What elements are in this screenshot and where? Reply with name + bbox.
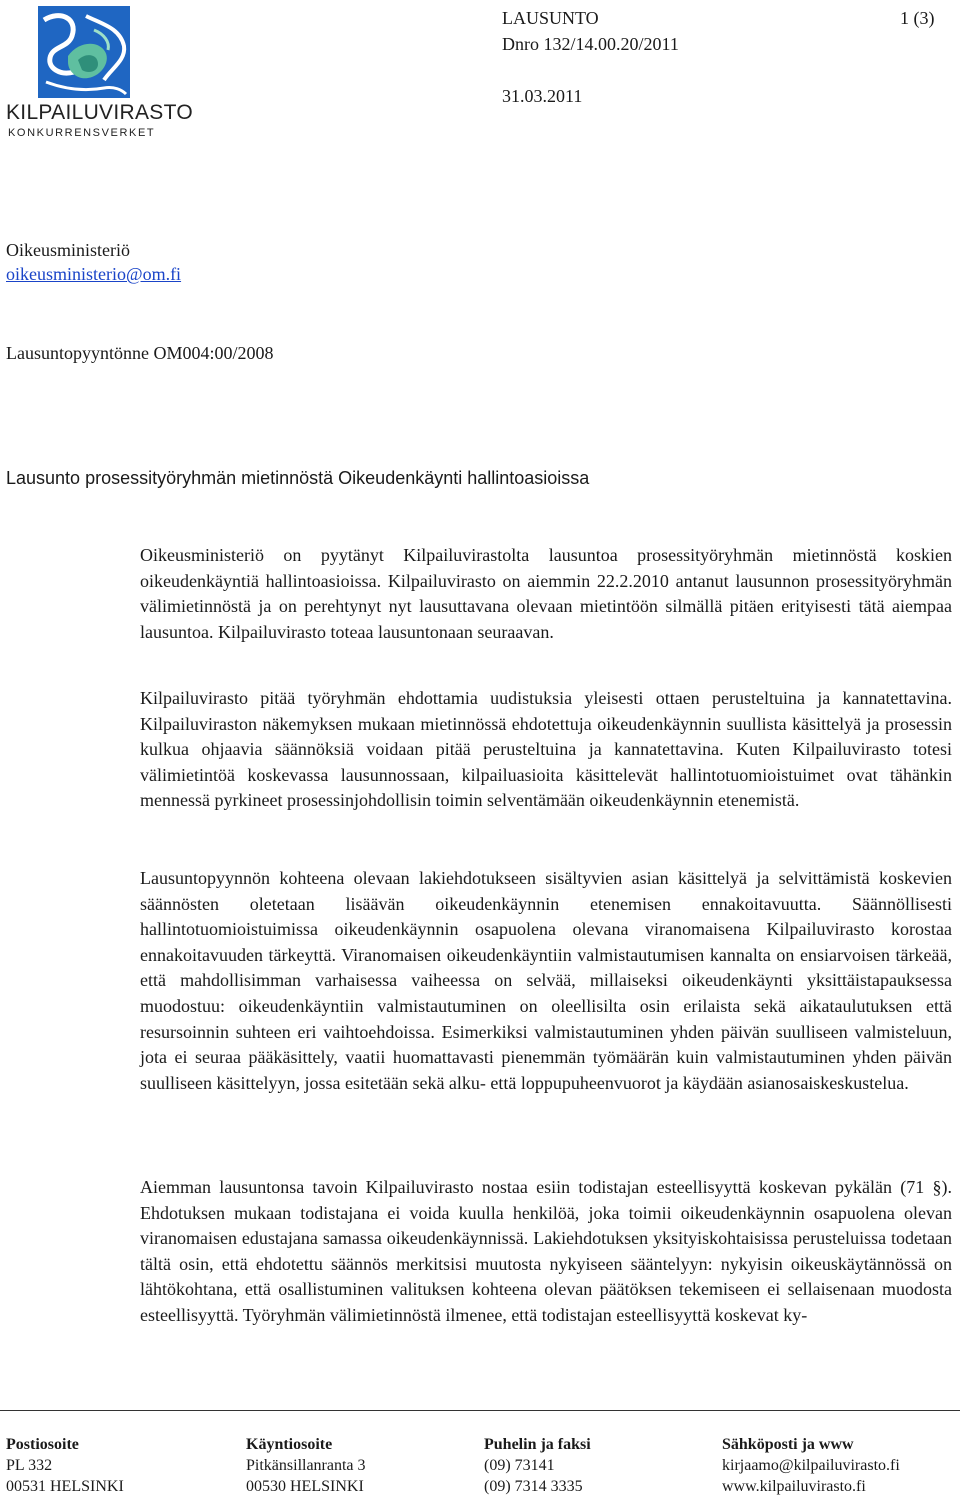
subject-heading: Lausunto prosessityöryhmän mietinnöstä Oikeudenkäynti hallintoasioissa xyxy=(6,468,590,488)
page-number: 1 (3) xyxy=(900,8,935,28)
footer-phone-fax xyxy=(484,1434,591,1497)
footer-divider xyxy=(0,1410,960,1411)
body-paragraph: Aiemman lausuntonsa tavoin Kilpailuvirasto nostaa esiin todistajan esteellisyyttä koskevan pykälän (71 §). Ehdotuksen mukaan todistajana ei voida kuulla henkilöä, joka toimii oikeudenkäynnin osapuolena olevan viranomaisen edustajana samassa oikeudenkäynnissä. Lakiehdotuksen yksityiskohtaisissa perusteluissa todetaan tältä osin, että ehdotettu säännös merkitsisi muutosta nykyiseen sääntelyyn: nykyisin oikeuskäytännössä on lähtökohtana, että osallistuminen valituksen kohteena olevan päätöksen tekemiseen ei sellaisenaan muodosta esteellisyyttä. Työryhmän välimietinnöstä ilmenee, että todistajan esteellisyyttä koskevat ky- xyxy=(140,1177,952,1325)
body-paragraph: Kilpailuvirasto pitää työryhmän ehdottamia uudistuksia yleisesti ottaen perusteltuina ja kannatettavina. Kilpailuviraston näkemyksen mukaan mietinnössä ehdotettuja oikeudenkäynnin suullista käsittelyä ja prosessin kulkua ohjaavia säännöksiä voidaan pitää perusteltuina ja kannatettavina. Kuten Kilpailuvirasto totesi välimietintöä koskevassa lausunnossaan, kilpailuasioita käsittelevät hallintotuomioistuimet ovat tähänkin mennessä pyrkineet prosessinjohdollisin toimin selventämään oikeudenkäynnin etenemistä. xyxy=(140,688,952,811)
recipient-email-link[interactable]: oikeusministerio@om.fi xyxy=(6,264,182,284)
kilpailuvirasto-logo-icon xyxy=(38,6,130,98)
footer-heading: Puhelin ja faksi xyxy=(484,1436,591,1453)
request-reference: Lausuntopyyntönne OM004:00/2008 xyxy=(6,343,274,363)
body-paragraph: Lausuntopyynnön kohteena olevaan lakiehdotukseen sisältyvien asian käsittelyä ja selvittämistä koskevien säännösten oletetaan lisäävän oikeudenkäynnin etenemisen ennakoitavuutta. Säännöllisesti hallintotuomioistuimissa oikeudenkäynnin osapuolena olevana viranomaisena Kilpailuvirasto korostaa ennakoitavuuden tärkeyttä. Viranomaisen oikeudenkäyntiin valmistautumisen kannalta on ensiarvoisen tärkeää, että mahdollisimman varhaisessa vaiheessa on selvää, millaiseksi oikeudenkäynti yksittäistapauksessa muodostuu: oikeudenkäyntiin valmistautuminen on oleellisilta osin erilaista sekä aikataulutuksen että resursoinnin suhteen eri vaihtoehdoissa. Esimerkiksi valmistautuminen yhden päivän suulliseen valmisteluun, jota ei seuraa pääkäsittely, vaatii huomattavasti pienemmän työmäärän kuin valmistautuminen yhden päivän suulliseen käsittelyyn, jossa esitetään sekä alku- että loppupuheenvuorot ja käydään asianosaiskeskustelua. xyxy=(140,868,952,1093)
logo-name: KILPAILUVIRASTO xyxy=(6,101,193,124)
logo-subname: KONKURRENSVERKET xyxy=(8,127,156,139)
footer-visiting-address xyxy=(246,1434,366,1497)
footer-postal-address xyxy=(6,1434,124,1497)
footer-line: (09) 7314 3335 xyxy=(484,1478,583,1495)
footer-heading: Käyntiosoite xyxy=(246,1436,333,1453)
recipient-block xyxy=(6,238,181,286)
body-paragraph: Oikeusministeriö on pyytänyt Kilpailuvirastolta lausuntoa prosessityöryhmän mietinnöstä koskien oikeudenkäyntiä hallintoasioissa. Kilpailuvirasto on aiemmin 22.2.2010 antanut lausunnon prosessityöryhmän välimietinnöstä ja on perehtynyt nyt lausuttavana olevaan mietintöön silmällä pitäen erityisesti tätä aiempaa lausuntoa. Kilpailuvirasto toteaa lausuntonaan seuraavan. xyxy=(140,545,952,642)
footer-line: (09) 73141 xyxy=(484,1457,555,1474)
recipient-name: Oikeusministeriö xyxy=(6,240,130,260)
document-type: LAUSUNTO xyxy=(502,8,599,28)
footer-heading: Sähköposti ja www xyxy=(722,1436,854,1453)
reference-number: Dnro 132/14.00.20/2011 xyxy=(502,34,679,54)
footer-line: 00531 HELSINKI xyxy=(6,1478,124,1495)
footer-line: 00530 HELSINKI xyxy=(246,1478,364,1495)
footer-email-web xyxy=(722,1434,900,1497)
footer-email-link[interactable]: kirjaamo@kilpailuvirasto.fi xyxy=(722,1457,900,1474)
footer-line: Pitkänsillanranta 3 xyxy=(246,1457,366,1474)
footer-website-link[interactable]: www.kilpailuvirasto.fi xyxy=(722,1478,866,1495)
document-date: 31.03.2011 xyxy=(502,86,583,106)
footer-heading: Postiosoite xyxy=(6,1436,79,1453)
footer-line: PL 332 xyxy=(6,1457,53,1474)
